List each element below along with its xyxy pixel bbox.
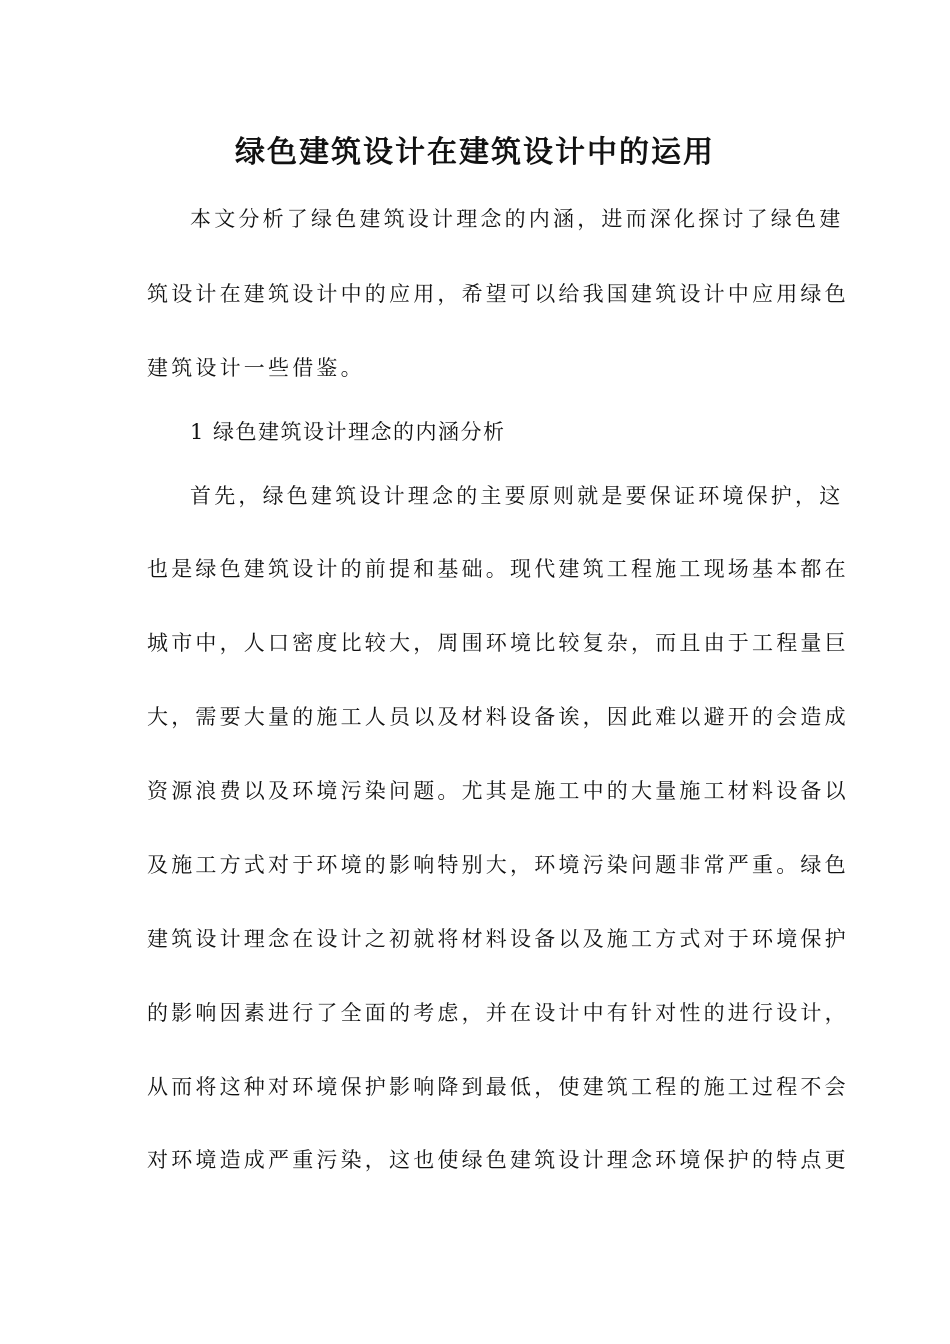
body-line: 大，需要大量的施工人员以及材料设备诶，因此难以避开的会造成	[147, 705, 849, 729]
document-title: 绿色建筑设计在建筑设计中的运用	[235, 135, 715, 170]
body-line: 对环境造成严重污染，这也使绿色建筑设计理念环境保护的特点更	[147, 1148, 849, 1172]
body-line: 也是绿色建筑设计的前提和基础。现代建筑工程施工现场基本都在	[147, 557, 849, 581]
abstract-line: 筑设计在建筑设计中的应用，希望可以给我国建筑设计中应用绿色	[147, 282, 849, 306]
abstract-line: 建筑设计一些借鉴。	[147, 356, 365, 380]
body-line: 的影响因素进行了全面的考虑，并在设计中有针对性的进行设计，	[147, 1001, 849, 1025]
body-line: 城市中，人口密度比较大，周围环境比较复杂，而且由于工程量巨	[147, 631, 849, 655]
body-line: 资源浪费以及环境污染问题。尤其是施工中的大量施工材料设备以	[147, 779, 849, 803]
abstract-line: 本文分析了绿色建筑设计理念的内涵，进而深化探讨了绿色建	[190, 207, 844, 231]
body-line: 首先，绿色建筑设计理念的主要原则就是要保证环境保护，这	[190, 484, 844, 508]
section-heading: 1 绿色建筑设计理念的内涵分析	[190, 420, 506, 444]
body-line: 从而将这种对环境保护影响降到最低，使建筑工程的施工过程不会	[147, 1075, 849, 1099]
body-line: 及施工方式对于环境的影响特别大，环境污染问题非常严重。绿色	[147, 853, 849, 877]
body-line: 建筑设计理念在设计之初就将材料设备以及施工方式对于环境保护	[147, 927, 849, 951]
